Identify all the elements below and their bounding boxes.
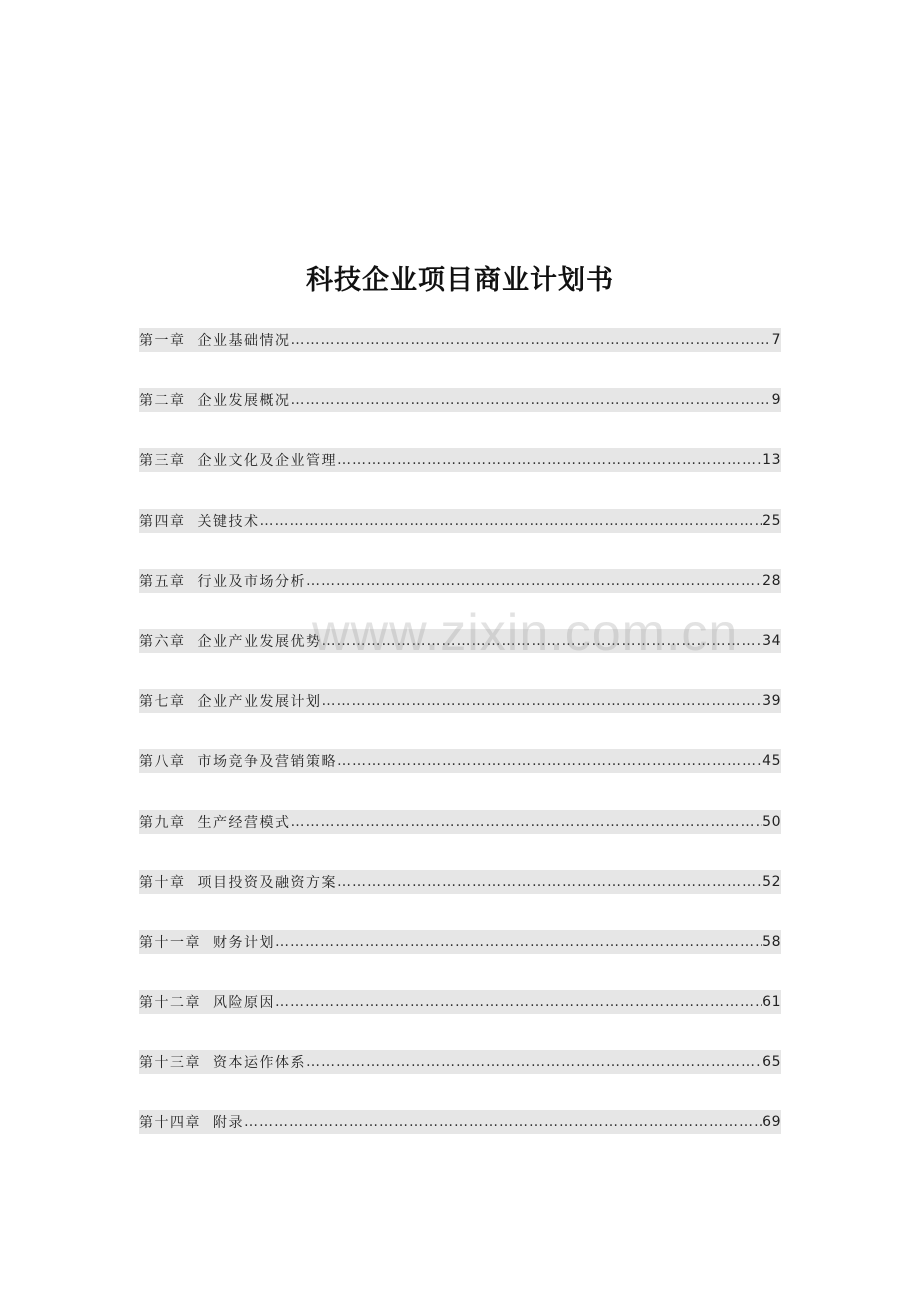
toc-entry[interactable] [139, 1110, 781, 1134]
toc-entry[interactable] [139, 448, 781, 472]
toc-page-number: 7 [771, 332, 781, 348]
toc-chapter-number: 第九章 [139, 814, 186, 831]
toc-chapter-title: 资本运作体系 [213, 1055, 306, 1072]
toc-entry[interactable] [139, 388, 781, 412]
toc-chapter-title: 企业发展概况 [197, 393, 291, 410]
toc-chapter-title: 项目投资及融资方案 [197, 874, 337, 891]
toc-chapter-number: 第七章 [139, 694, 186, 711]
toc-entry[interactable] [139, 870, 781, 894]
toc-chapter-number: 第十四章 [139, 1115, 201, 1132]
toc-page-number: 50 [762, 813, 781, 830]
toc-chapter-title: 企业产业发展优势 [197, 633, 322, 650]
toc-dot-leader [337, 874, 762, 890]
toc-chapter-title: 行业及市场分析 [197, 573, 306, 590]
toc-entry[interactable] [139, 990, 781, 1014]
toc-page-number: 13 [762, 452, 781, 469]
toc-dot-leader [322, 633, 763, 649]
toc-dot-leader [291, 392, 772, 408]
toc-dot-leader [306, 1054, 762, 1070]
toc-chapter-title: 附录 [213, 1115, 244, 1132]
toc-page-number: 34 [762, 632, 781, 649]
toc-entry[interactable] [139, 810, 781, 834]
toc-chapter-title: 市场竞争及营销策略 [197, 754, 337, 771]
toc-dot-leader [322, 693, 763, 709]
toc-page-number: 45 [762, 753, 781, 770]
toc-dot-leader [291, 332, 772, 348]
toc-dot-leader [337, 452, 762, 468]
toc-chapter-title: 风险原因 [213, 995, 275, 1012]
toc-chapter-title: 财务计划 [213, 934, 275, 951]
toc-chapter-number: 第四章 [139, 513, 186, 530]
toc-page-number: 9 [771, 392, 781, 409]
toc-chapter-title: 企业基础情况 [197, 333, 291, 349]
toc-chapter-number: 第十一章 [139, 934, 201, 951]
toc-chapter-number: 第六章 [139, 633, 186, 650]
toc-entry[interactable] [139, 930, 781, 954]
toc-page-number: 39 [762, 693, 781, 710]
toc-chapter-number: 第八章 [139, 754, 186, 771]
toc-dot-leader [260, 513, 763, 529]
toc-page-number: 65 [762, 1054, 781, 1071]
toc-chapter-title: 企业文化及企业管理 [197, 453, 337, 470]
toc-entry[interactable] [139, 629, 781, 653]
toc-page-number: 52 [762, 873, 781, 890]
toc-dot-leader [244, 1114, 762, 1130]
toc-dot-leader [291, 814, 763, 830]
toc-entry[interactable] [139, 749, 781, 773]
toc-chapter-number: 第三章 [139, 453, 186, 470]
toc-page-number: 28 [762, 572, 781, 589]
document-title: 科技企业项目商业计划书 [306, 265, 614, 296]
toc-chapter-title: 企业产业发展计划 [197, 694, 322, 711]
toc-entry[interactable] [139, 509, 781, 533]
toc-dot-leader [275, 994, 762, 1010]
toc-page-number: 69 [762, 1114, 781, 1131]
toc-chapter-number: 第十章 [139, 874, 186, 891]
toc-dot-leader [337, 753, 762, 769]
toc-page-number: 58 [762, 933, 781, 950]
toc-chapter-number: 第一章 [139, 333, 186, 349]
toc-chapter-number: 第五章 [139, 573, 186, 590]
toc-entry[interactable] [139, 1050, 781, 1074]
toc-dot-leader [275, 934, 762, 950]
toc-entry[interactable] [139, 569, 781, 593]
toc-dot-leader [306, 573, 762, 589]
watermark: www.zixin.com.cn [312, 604, 739, 662]
toc-chapter-title: 关键技术 [197, 513, 260, 530]
table-of-contents [139, 328, 781, 1171]
toc-chapter-number: 第二章 [139, 393, 186, 410]
toc-chapter-number: 第十三章 [139, 1055, 201, 1072]
toc-entry[interactable] [139, 689, 781, 713]
toc-chapter-number: 第十二章 [139, 995, 201, 1012]
toc-page-number: 25 [762, 512, 781, 529]
toc-page-number: 61 [762, 994, 781, 1011]
toc-entry[interactable] [139, 328, 781, 352]
toc-chapter-title: 生产经营模式 [197, 814, 291, 831]
